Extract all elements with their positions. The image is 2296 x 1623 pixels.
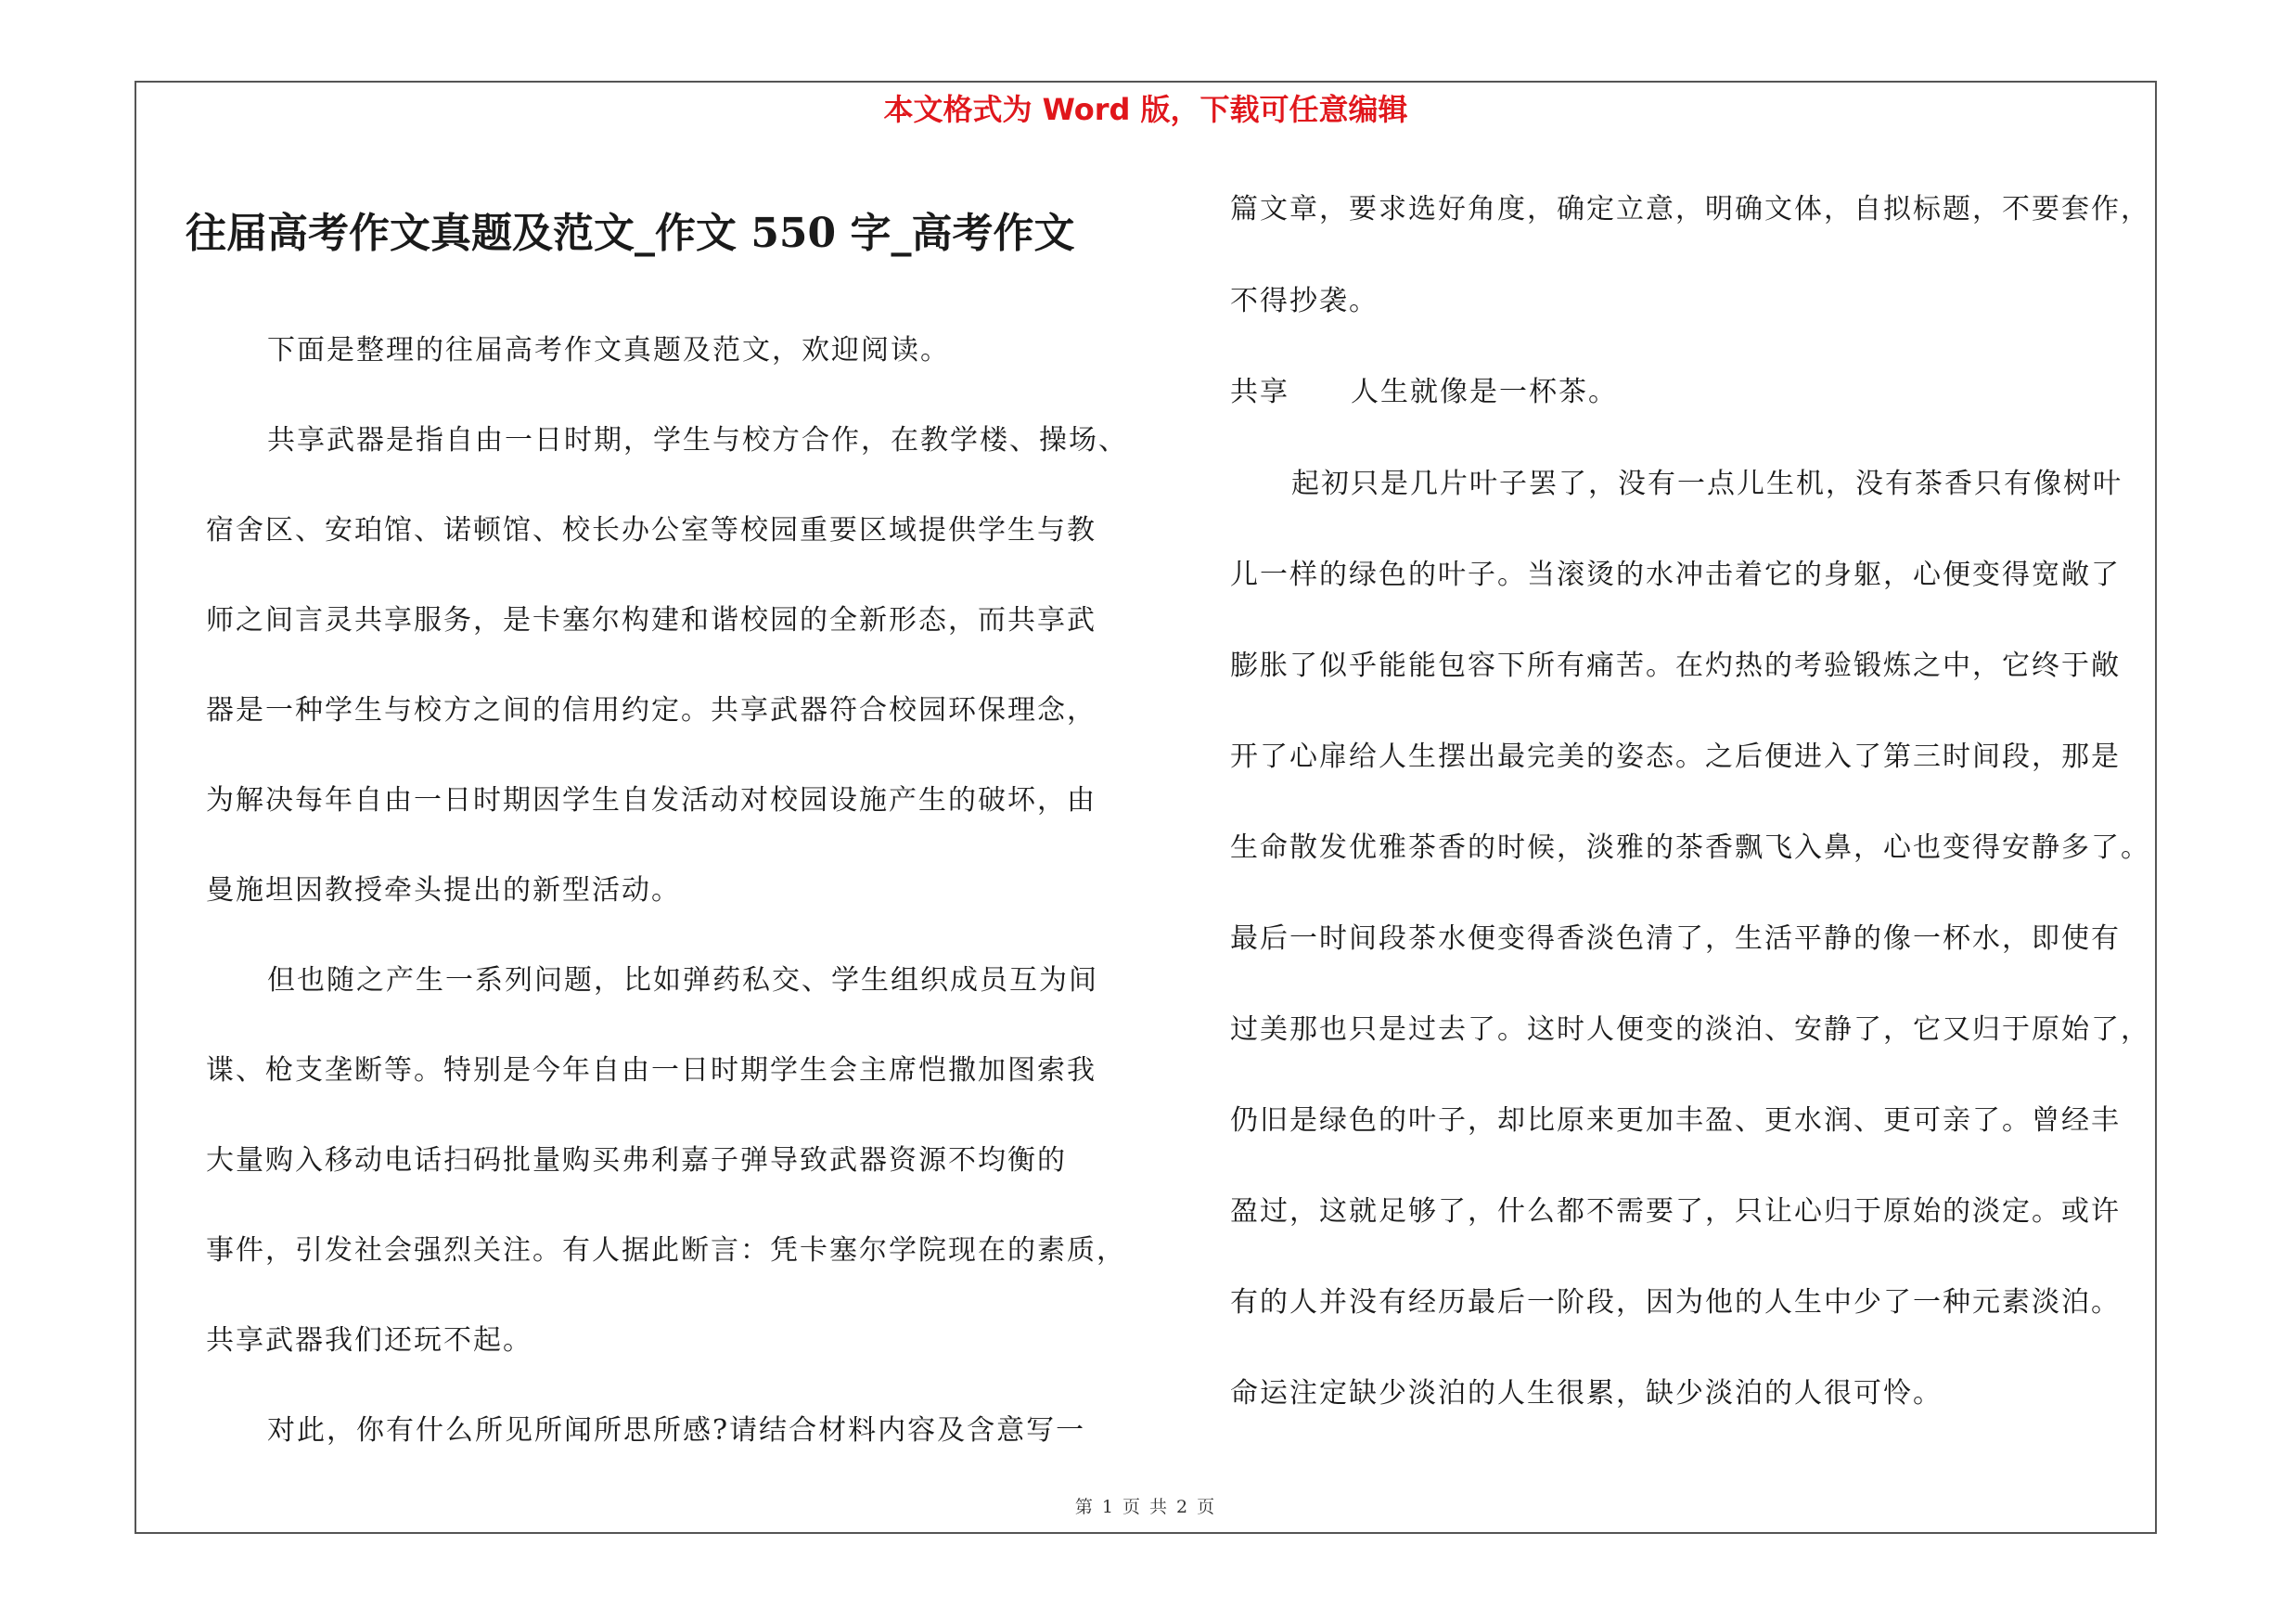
paragraph-line: 谍、枪支垄断等。特别是今年自由一日时期学生会主席恺撒加图索我 [206, 1054, 1097, 1087]
paragraph-line: 有的人并没有经历最后一阶段，因为他的人生中少了一种元素淡泊。 [1230, 1286, 2121, 1319]
paragraph-line: 大量购入移动电话扫码批量购买弗利嘉子弹导致武器资源不均衡的 [206, 1144, 1067, 1177]
paragraph-line: 不得抄袭。 [1230, 285, 1379, 317]
paragraph-line: 仍旧是绿色的叶子，却比原来更加丰盈、更水润、更可亲了。曾经丰 [1230, 1104, 2121, 1137]
paragraph-line: 曼施坦因教授牵头提出的新型活动。 [206, 874, 681, 907]
document-title: 往届高考作文真题及范文_作文 550 字_高考作文 [186, 210, 1075, 257]
paragraph-line: 宿舍区、安珀馆、诺顿馆、校长办公室等校园重要区域提供学生与教 [206, 514, 1097, 547]
paragraph-line: 篇文章，要求选好角度，确定立意，明确文体，自拟标题，不要套作， [1230, 193, 2150, 225]
paragraph-line: 膨胀了似乎能能包容下所有痛苦。在灼热的考验锻炼之中，它终于敞 [1230, 650, 2121, 682]
paragraph-line: 盈过，这就足够了，什么都不需要了，只让心归于原始的淡定。或许 [1230, 1195, 2121, 1228]
page-number: 第 1 页 共 2 页 [1074, 1497, 1217, 1517]
share-label: 共享 [1230, 376, 1289, 408]
paragraph-line: 儿一样的绿色的叶子。当滚烫的水冲击着它的身躯，心便变得宽敞了 [1230, 559, 2121, 591]
share-line [1230, 374, 1618, 411]
paragraph-line: 师之间言灵共享服务，是卡塞尔构建和谐校园的全新形态，而共享武 [206, 604, 1097, 637]
paragraph-line: 生命散发优雅茶香的时候，淡雅的茶香飘飞入鼻，心也变得安静多了。 [1230, 831, 2150, 864]
paragraph-line: 下面是整理的往届高考作文真题及范文，欢迎阅读。 [267, 334, 950, 367]
paragraph-line: 起初只是几片叶子罢了，没有一点儿生机，没有茶香只有像树叶 [1291, 468, 2123, 500]
paragraph-line: 开了心扉给人生摆出最完美的姿态。之后便进入了第三时间段，那是 [1230, 741, 2121, 773]
paragraph-line: 最后一时间段茶水便变得香淡色清了，生活平静的像一杯水，即使有 [1230, 922, 2121, 955]
paragraph-line: 器是一种学生与校方之间的信用约定。共享武器符合校园环保理念， [206, 694, 1097, 727]
editable-banner: 本文格式为 Word 版，下载可任意编辑 [883, 92, 1408, 127]
share-text: 人生就像是一杯茶。 [1351, 376, 1618, 408]
paragraph-line: 对此，你有什么所见所闻所思所感?请结合材料内容及含意写一 [267, 1414, 1086, 1447]
paragraph-line: 为解决每年自由一日时期因学生自发活动对校园设施产生的破坏，由 [206, 784, 1097, 817]
paragraph-line: 过美那也只是过去了。这时人便变的淡泊、安静了，它又归于原始了， [1230, 1013, 2150, 1046]
paragraph-line: 共享武器是指自由一日时期，学生与校方合作，在教学楼、操场、 [267, 424, 1128, 457]
paragraph-line: 命运注定缺少淡泊的人生很累，缺少淡泊的人很可怜。 [1230, 1377, 1943, 1410]
paragraph-line: 但也随之产生一系列问题，比如弹药私交、学生组织成员互为间 [267, 964, 1098, 997]
paragraph-line: 事件，引发社会强烈关注。有人据此断言：凭卡塞尔学院现在的素质， [206, 1234, 1126, 1267]
paragraph-line: 共享武器我们还玩不起。 [206, 1324, 532, 1357]
